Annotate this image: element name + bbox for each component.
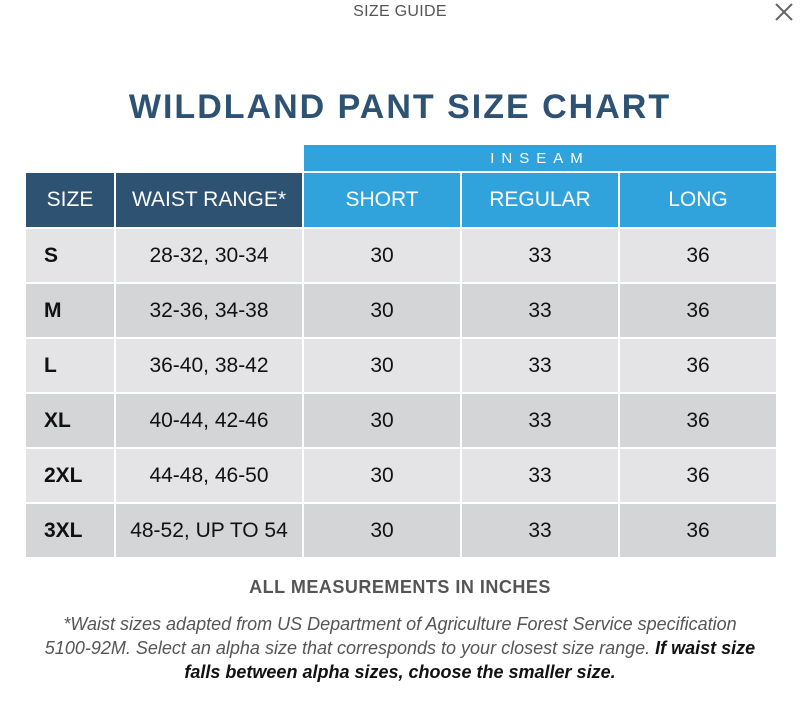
header-waist: WAIST RANGE* xyxy=(116,173,302,227)
table-row: 3XL 48-52, UP TO 54 30 33 36 xyxy=(26,504,776,557)
header-row xyxy=(26,173,776,227)
table-row: 2XL 44-48, 46-50 30 33 36 xyxy=(26,449,776,502)
modal-title: SIZE GUIDE xyxy=(353,3,447,20)
chart-title: WILDLAND PANT SIZE CHART xyxy=(128,88,672,126)
size-chart-table xyxy=(24,143,778,559)
waist-footnote: *Waist sizes adapted from US Department of Agriculture Forest Service specification 5100-92M. Select an alpha size that corresponds to your closest size range. If waist size falls between alpha sizes, choose the smaller size. xyxy=(44,614,756,682)
inseam-header: INSEAM xyxy=(304,145,776,171)
table-row: S 28-32, 30-34 30 33 36 xyxy=(26,229,776,282)
header-long: LONG xyxy=(620,173,776,227)
group-header-row xyxy=(26,145,776,171)
table-row: XL 40-44, 42-46 30 33 36 xyxy=(26,394,776,447)
footnote-emphasis: If waist size falls between alpha sizes, choose the smaller size. xyxy=(184,638,756,682)
header-size: SIZE xyxy=(26,173,114,227)
table-row: L 36-40, 38-42 30 33 36 xyxy=(26,339,776,392)
measurements-note: ALL MEASUREMENTS IN INCHES xyxy=(249,577,551,597)
close-button[interactable] xyxy=(772,0,796,24)
header-regular: REGULAR xyxy=(462,173,618,227)
table-row: M 32-36, 34-38 30 33 36 xyxy=(26,284,776,337)
header-short: SHORT xyxy=(304,173,460,227)
close-icon xyxy=(772,0,796,24)
